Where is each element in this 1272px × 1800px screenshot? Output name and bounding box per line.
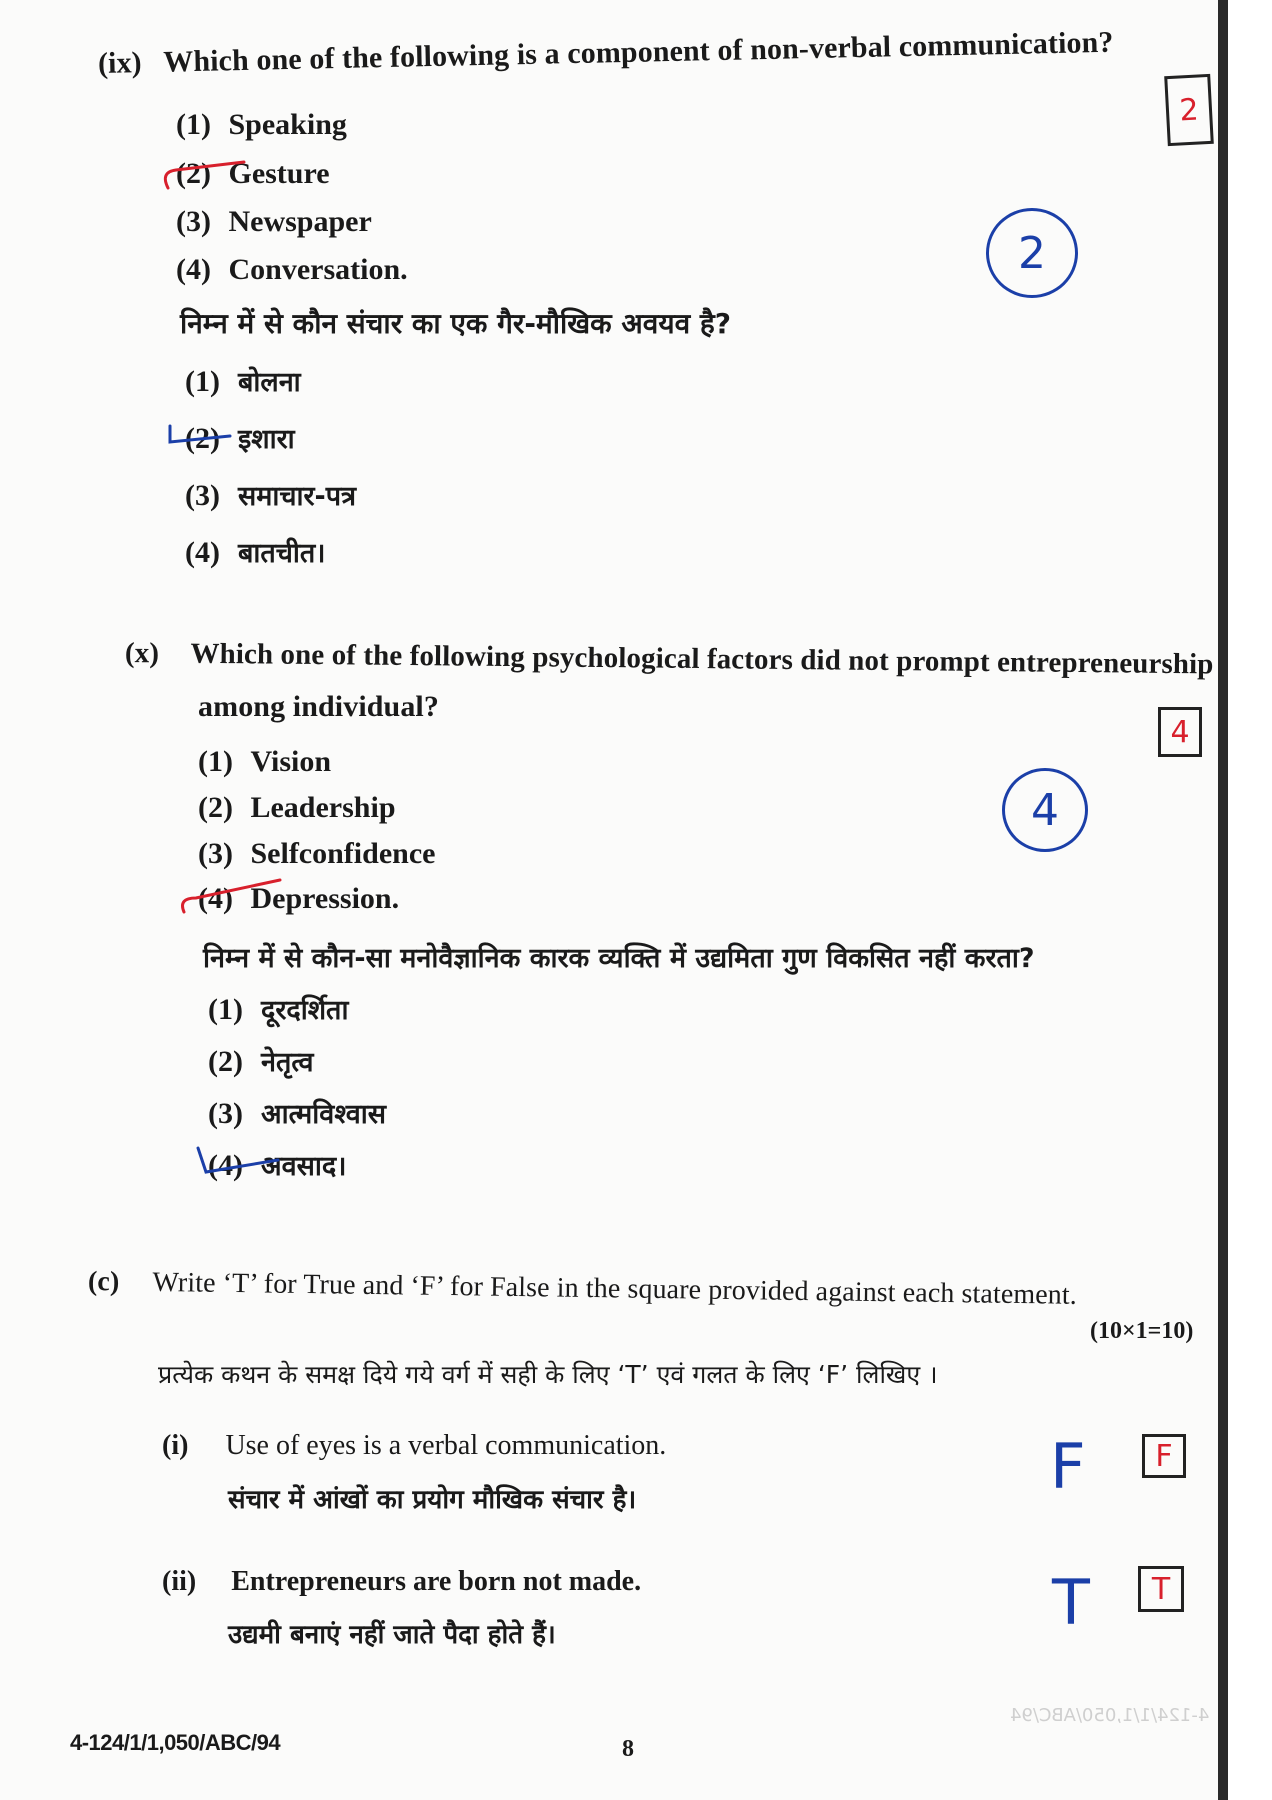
blue-tick-q10-hindi	[198, 1148, 278, 1172]
bleed-through-text: 4-124/1/1,050/ABC/94	[1010, 1705, 1210, 1726]
marks-label: (10×1=10)	[1090, 1318, 1194, 1344]
question-text-line1: Which one of the following psychological factors did not prompt entrepreneurship	[190, 637, 1214, 681]
option-1: (1) Vision	[198, 745, 332, 778]
option-3: (3) Selfconfidence	[198, 837, 436, 870]
section-c-instruction-hindi: प्रत्येक कथन के समक्ष दिये गये वर्ग में सही के लिए ‘T’ एवं गलत के लिए ‘F’ लिखिए ।	[158, 1360, 938, 1389]
option-1-hindi: (1) दूरदर्शिता	[208, 993, 349, 1026]
instruction-text: Write ‘T’ for True and ‘F’ for False in the square provided against each statement.	[152, 1266, 1078, 1311]
circled-answer: 4	[1002, 768, 1088, 852]
handwritten-answer: T	[1052, 1566, 1090, 1639]
answer-box: 4	[1158, 707, 1202, 757]
statement-i-hindi: संचार में आंखों का प्रयोग मौखिक संचार है।	[228, 1485, 637, 1515]
option-3-hindi: (3) समाचार-पत्र	[185, 479, 357, 512]
question-text-line2: among individual?	[198, 690, 439, 723]
option-4: (4) Depression.	[198, 882, 400, 915]
red-tick-q9	[165, 162, 244, 188]
option-2: (2) Leadership	[198, 791, 396, 824]
option-1-hindi: (1) बोलना	[185, 365, 301, 398]
statement-ii: (ii) Entrepreneurs are born not made.	[162, 1566, 642, 1597]
statement-ii-hindi: उद्यमी बनाएं नहीं जाते पैदा होते हैं।	[228, 1620, 556, 1650]
question-text: Which one of the following is a component of non-verbal communication?	[162, 25, 1114, 79]
option-2-hindi: (2) नेतृत्व	[208, 1045, 314, 1078]
option-2-hindi: (2) इशारा	[185, 422, 295, 455]
red-tick-q10	[183, 880, 281, 912]
question-number: (ix)	[97, 46, 143, 80]
option-3: (3) Newspaper	[176, 205, 372, 238]
answer-box: F	[1142, 1434, 1186, 1478]
answer-box: 2	[1164, 74, 1214, 146]
answer-box: T	[1138, 1566, 1184, 1612]
option-1: (1) Speaking	[176, 108, 347, 141]
option-3-hindi: (3) आत्मविश्वास	[208, 1097, 387, 1130]
blue-tick-q9-hindi	[170, 426, 230, 442]
option-4-hindi: (4) बातचीत।	[185, 536, 326, 569]
option-4: (4) Conversation.	[176, 253, 408, 286]
handwritten-answer: F	[1050, 1430, 1086, 1503]
option-2: (2) Gesture	[176, 157, 330, 190]
page-number: 8	[622, 1736, 634, 1762]
section-label: (c)	[87, 1266, 120, 1298]
statement-i: (i) Use of eyes is a verbal communication.	[162, 1430, 667, 1461]
question-ix-hindi: निम्न में से कौन संचार का एक गैर-मौखिक अवयव है?	[180, 307, 731, 340]
question-number: (x)	[124, 637, 160, 670]
paper-code: 4-124/1/1,050/ABC/94	[70, 1730, 281, 1755]
option-4-hindi: (4) अवसाद।	[208, 1149, 347, 1182]
question-x-hindi: निम्न में से कौन-सा मनोवैज्ञानिक कारक व्यक्ति में उद्यमिता गुण विकसित नहीं करता?	[203, 943, 1035, 974]
circled-answer: 2	[986, 208, 1078, 298]
